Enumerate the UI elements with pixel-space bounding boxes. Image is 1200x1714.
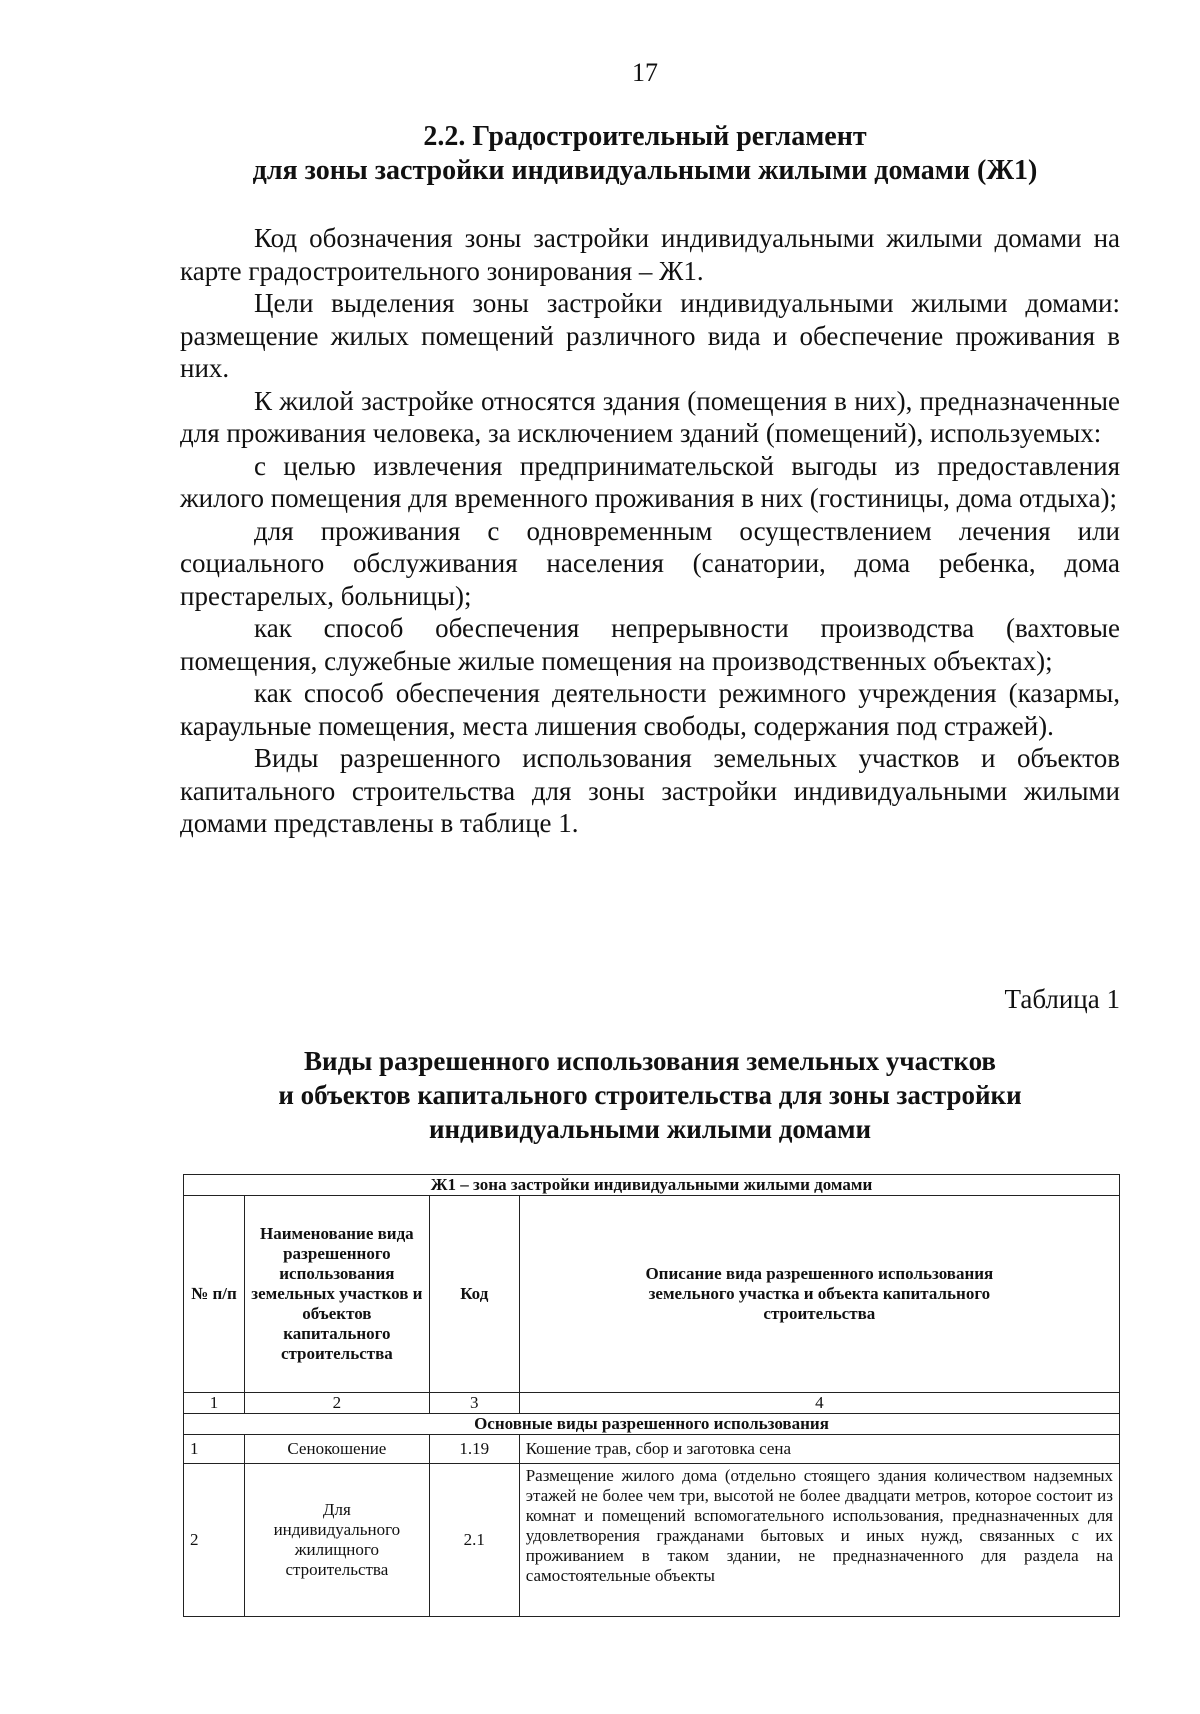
table-title-line-2: и объектов капитального строительства для зоны застройки: [278, 1080, 1022, 1110]
header-code: Код: [429, 1196, 519, 1393]
table-header-row: [184, 1196, 1120, 1393]
column-number: 3: [429, 1393, 519, 1414]
paragraph-exclusion-medical: для проживания с одновременным осуществлением лечения или социального обслуживания населения (санатории, дома ребенка, дома престарелых, больницы);: [180, 515, 1120, 611]
row-num: 1: [184, 1435, 245, 1464]
column-number: 4: [519, 1393, 1119, 1414]
paragraph-zone-code: Код обозначения зоны застройки индивидуальными жилыми домами на карте градостроительного зонирования – Ж1.: [180, 223, 1120, 286]
section-heading: [170, 120, 1120, 188]
page-number: 17: [632, 58, 658, 87]
table-title: [180, 1044, 1120, 1146]
table-zone-row: [184, 1175, 1120, 1196]
column-number: 1: [184, 1393, 245, 1414]
section-heading-line-2: для зоны застройки индивидуальными жилыми домами (Ж1): [252, 155, 1038, 186]
column-number: 2: [244, 1393, 429, 1414]
table-title-line-3: индивидуальными жилыми домами: [428, 1114, 872, 1144]
table-column-numbers-row: [184, 1393, 1120, 1414]
paragraph-zone-goals: Цели выделения зоны застройки индивидуальными жилыми домами: размещение жилых помещений различного вида и обеспечение проживания в них.: [180, 288, 1120, 383]
table-title-line-1: Виды разрешенного использования земельных участков: [304, 1046, 996, 1076]
section-heading-line-1: 2.2. Градостроительный регламент: [423, 121, 867, 152]
row-description: Размещение жилого дома (отдельно стоящего здания количеством надземных этажей не более чем три, высотой не более двадцати метров, которое состоит из комнат и помещений вспомогательного использования, предназначенных для удовлетворения гражданами бытовых и иных нужд, связанных с их проживанием в таком здании, не предназначенного для раздела на самостоятельные объекты: [519, 1464, 1119, 1617]
row-description: Кошение трав, сбор и заготовка сена: [519, 1435, 1119, 1464]
table-row: [184, 1464, 1120, 1617]
header-num: № п/п: [184, 1196, 245, 1393]
paragraph-exclusion-commercial: с целью извлечения предпринимательской выгоды из предоставления жилого помещения для временного проживания в них (гостиницы, дома отдыха);: [180, 450, 1120, 513]
table-section-row: [184, 1414, 1120, 1435]
body-text: [180, 222, 1120, 840]
row-code: 2.1: [429, 1464, 519, 1617]
row-code: 1.19: [429, 1435, 519, 1464]
row-name: Сенокошение: [244, 1435, 429, 1464]
row-num: 2: [184, 1464, 245, 1617]
table-row: [184, 1435, 1120, 1464]
zone-title-cell: Ж1 – зона застройки индивидуальными жилыми домами: [184, 1175, 1120, 1196]
header-description: Описание вида разрешенного использования земельного участка и объекта капитального строительства: [519, 1196, 1119, 1393]
paragraph-residential-definition: К жилой застройке относятся здания (помещения в них), предназначенные для проживания человека, за исключением зданий (помещений), используемых:: [180, 385, 1120, 448]
section-title-cell: Основные виды разрешенного использования: [184, 1414, 1120, 1435]
table-caption: Таблица 1: [1004, 984, 1120, 1014]
paragraph-exclusion-regime: как способ обеспечения деятельности режимного учреждения (казармы, караульные помещения, места лишения свободы, содержания под стражей).: [180, 678, 1120, 741]
paragraph-table-reference: Виды разрешенного использования земельных участков и объектов капитального строительства для зоны застройки индивидуальными жилыми домами представлены в таблице 1.: [180, 743, 1120, 838]
land-use-table: [183, 1174, 1120, 1617]
header-name: Наименование вида разрешенного использования земельных участков и объектов капитального строительства: [244, 1196, 429, 1393]
row-name: Для индивидуального жилищного строительства: [244, 1464, 429, 1617]
paragraph-exclusion-production: как способ обеспечения непрерывности производства (вахтовые помещения, служебные жилые помещения на производственных объектах);: [180, 613, 1120, 676]
